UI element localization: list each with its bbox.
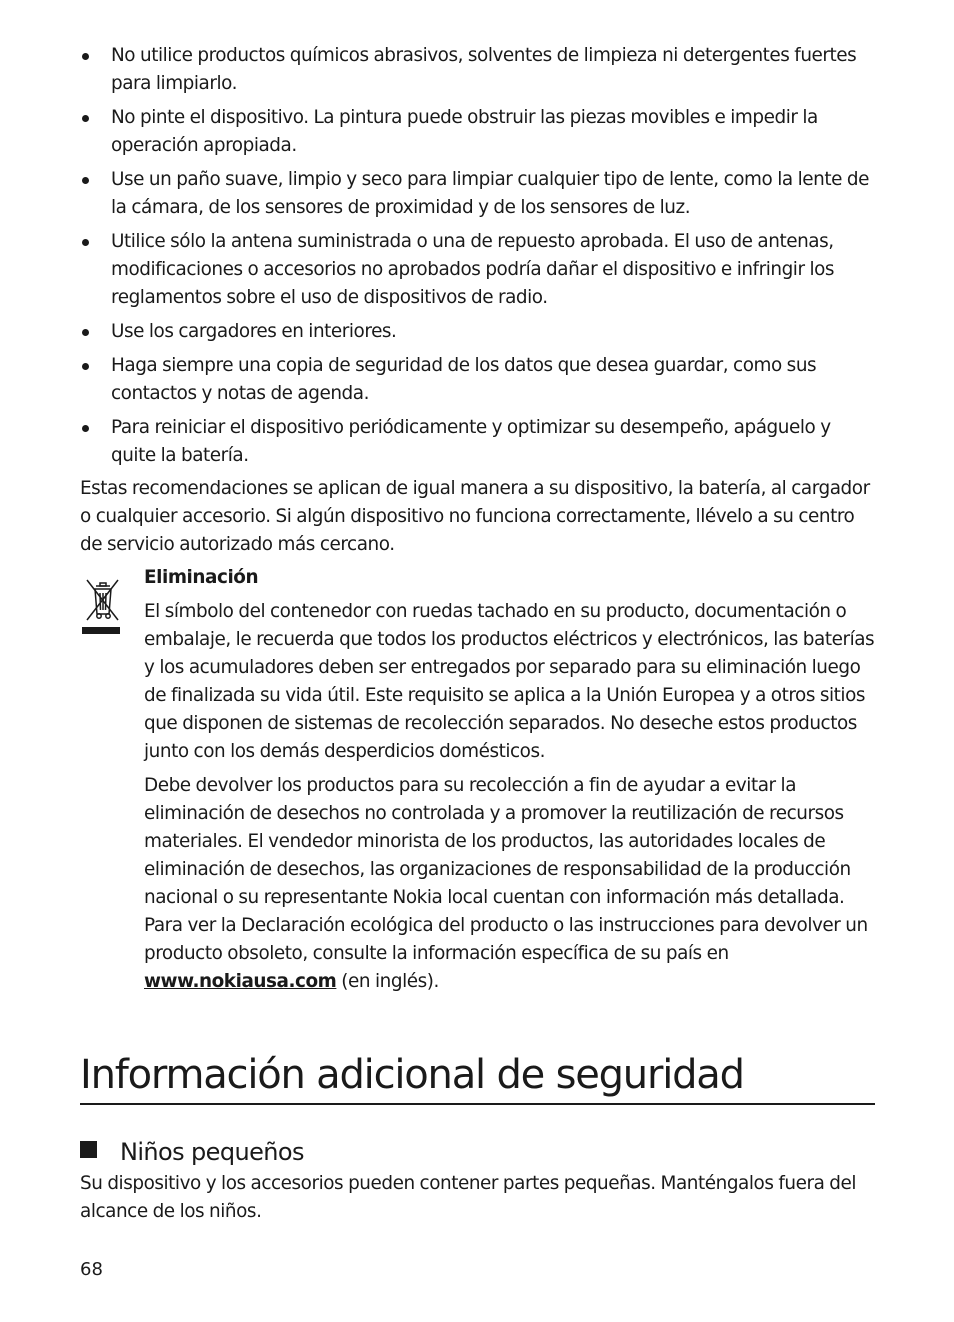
- bullet-icon: [82, 425, 89, 432]
- list-item: [80, 352, 875, 408]
- care-bullet-list: [80, 42, 875, 476]
- bullet-icon: [82, 115, 89, 122]
- bullet-text: No utilice productos químicos abrasivos, solventes de limpieza ni detergentes fuertes para limpiarlo.: [111, 45, 857, 94]
- page-number: 68: [80, 1259, 103, 1280]
- bullet-text: Utilice sólo la antena suministrada o una de repuesto aprobada. El uso de antenas, modificaciones o accesorios no aprobados podría dañar el dispositivo e infringir los reglamentos sobre el uso de dispositivos de radio.: [111, 231, 835, 308]
- list-item: [80, 166, 875, 222]
- bullet-text: Use los cargadores en interiores.: [111, 321, 397, 342]
- subsection-paragraph: Su dispositivo y los accesorios pueden contener partes pequeñas. Manténgalos fuera del alcance de los niños.: [80, 1173, 857, 1222]
- bullet-text: Use un paño suave, limpio y seco para limpiar cualquier tipo de lente, como la lente de la cámara, de los sensores de proximidad y de los sensores de luz.: [111, 169, 869, 218]
- bullet-text: Para reiniciar el dispositivo periódicamente y optimizar su desempeño, apáguelo y quite la batería.: [111, 417, 831, 466]
- recommendations-paragraph: Estas recomendaciones se aplican de igual manera a su dispositivo, la batería, al cargador o cualquier accesorio. Si algún dispositivo no funciona correctamente, llévelo a su centro de servicio autorizado más cercano.: [80, 478, 870, 555]
- bullet-icon: [82, 53, 89, 60]
- disposal-heading: Eliminación: [144, 567, 259, 588]
- list-item: [80, 414, 875, 470]
- bullet-icon: [82, 363, 89, 370]
- bullet-icon: [82, 329, 89, 336]
- list-item: [80, 104, 875, 160]
- list-item: [80, 42, 875, 98]
- square-bullet-icon: [80, 1141, 97, 1158]
- crossed-out-wheelie-bin-icon: [80, 572, 124, 636]
- subsection-title: Niños pequeños: [120, 1138, 304, 1166]
- disposal-paragraph-2-text: Debe devolver los productos para su recolección a fin de ayudar a evitar la eliminación de desechos no controlada y a promover la reutilización de recursos materiales. El vendedor minorista de los productos, las autoridades locales de eliminación de desechos, las organizaciones de responsabilidad de la producción nacional o su representante Nokia local cuentan con información más detallada. Para ver la Declaración ecológica del producto o las instrucciones para devolver un producto obsoleto, consulte la información específica de su país en: [144, 775, 868, 964]
- bullet-text: Haga siempre una copia de seguridad de los datos que desea guardar, como sus contactos y notas de agenda.: [111, 355, 817, 404]
- subsection-heading: [80, 1136, 875, 1168]
- section-title: Información adicional de seguridad: [80, 1050, 875, 1105]
- disposal-paragraph-2: [144, 772, 875, 996]
- list-item: [80, 228, 875, 312]
- disposal-paragraph-1: El símbolo del contenedor con ruedas tachado en su producto, documentación o embalaje, le recuerda que todos los productos eléctricos y electrónicos, las baterías y los acumuladores deben ser entregados por separado para su eliminación luego de finalizada su vida útil. Este requisito se aplica a la Unión Europea y a otros sitios que disponen de sistemas de recolección separados. No deseche estos productos junto con los demás desperdicios domésticos.: [144, 601, 875, 762]
- bullet-text: No pinte el dispositivo. La pintura puede obstruir las piezas movibles e impedir la operación apropiada.: [111, 107, 818, 156]
- bullet-icon: [82, 177, 89, 184]
- link-suffix: (en inglés).: [336, 971, 439, 992]
- disposal-body: [144, 564, 875, 1002]
- nokia-website-link[interactable]: www.nokiausa.com: [144, 971, 337, 992]
- list-item: [80, 318, 875, 346]
- bullet-icon: [82, 239, 89, 246]
